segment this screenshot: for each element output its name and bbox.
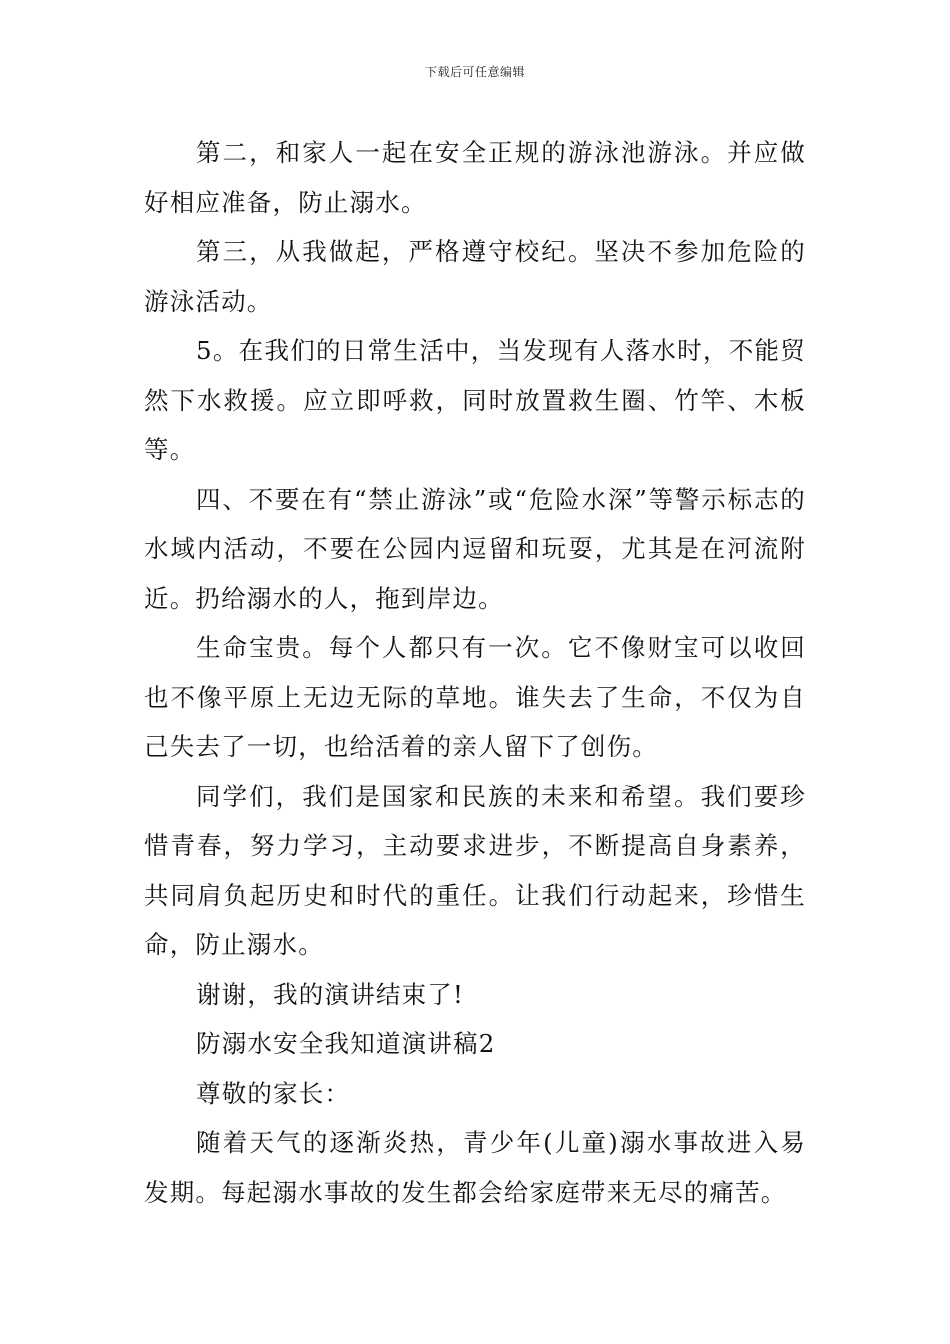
paragraph: 5。在我们的日常生活中，当发现有人落水时，不能贸然下水救援。应立即呼救，同时放置救生圈、竹竿、木板等。 [144,336,806,464]
salutation: 尊敬的家长： [196,1078,351,1108]
paragraph: 同学们，我们是国家和民族的未来和希望。我们要珍惜青春，努力学习，主动要求进步，不断提高自身素养，共同肩负起历史和时代的重任。让我们行动起来，珍惜生命，防止溺水。 [144,781,806,959]
paragraph: 生命宝贵。每个人都只有一次。它不像财宝可以收回也不像平原上无边无际的草地。谁失去了生命，不仅为自己失去了一切，也给活着的亲人留下了创伤。 [144,633,806,761]
section-title: 防溺水安全我知道演讲稿2 [196,1029,496,1058]
paragraph: 第二，和家人一起在安全正规的游泳池游泳。并应做好相应准备，防止溺水。 [144,138,806,217]
page-header: 下载后可任意编辑 [424,65,525,79]
document-body [144,128,806,1217]
paragraph: 第三，从我做起，严格遵守校纪。坚决不参加危险的游泳活动。 [144,237,806,316]
closing-line: 谢谢，我的演讲结束了! [196,979,465,1009]
paragraph: 随着天气的逐渐炎热，青少年(儿童)溺水事故进入易发期。每起溺水事故的发生都会给家庭带来无尽的痛苦。 [144,1128,806,1207]
paragraph: 四、不要在有“禁止游泳”或“危险水深”等警示标志的水域内活动，不要在公园内逗留和玩耍，尤其是在河流附近。扔给溺水的人，拖到岸边。 [144,484,806,613]
